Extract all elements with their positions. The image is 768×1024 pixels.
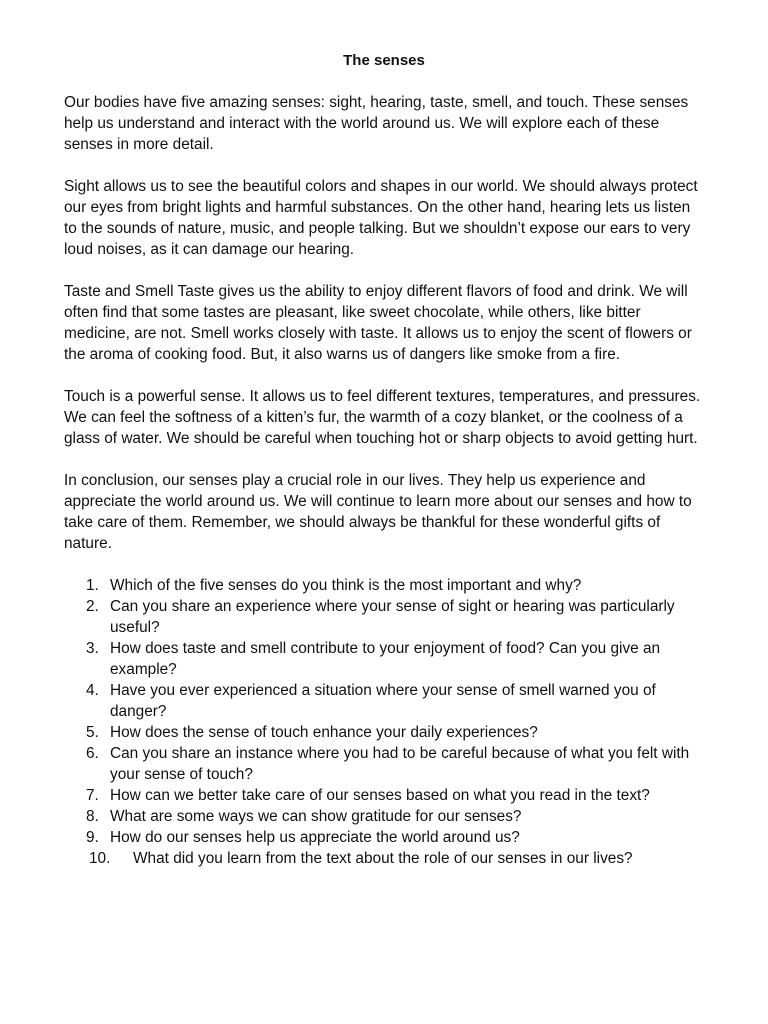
question-item — [64, 638, 704, 680]
sight-hearing-paragraph: Sight allows us to see the beautiful colors and shapes in our world. We should always protect our eyes from bright lights and harmful substances. On the other hand, hearing lets us listen to the sounds of nature, music, and people talking. But we shouldn’t expose our ears to very loud noises, as it can damage our hearing. — [64, 178, 698, 258]
question-item — [64, 680, 704, 722]
question-number: 3. — [86, 640, 99, 657]
touch-paragraph: Touch is a powerful sense. It allows us to feel different textures, temperatures, and pressures. We can feel the softness of a kitten’s fur, the warmth of a cozy blanket, or the coolness of a glass of water. We should be careful when touching hot or sharp objects to avoid getting hurt. — [64, 388, 701, 447]
question-text: How does the sense of touch enhance your daily experiences? — [110, 724, 538, 741]
question-item — [64, 596, 704, 638]
question-text: How can we better take care of our senses based on what you read in the text? — [110, 787, 650, 804]
question-number: 5. — [86, 724, 99, 741]
document-title: The senses — [343, 52, 425, 69]
question-number: 8. — [86, 808, 99, 825]
question-text: Can you share an instance where you had to be careful because of what you felt with your sense of touch? — [110, 745, 690, 783]
question-number: 2. — [86, 598, 99, 615]
question-item — [64, 785, 704, 806]
question-item — [64, 743, 704, 785]
question-text: Have you ever experienced a situation where your sense of smell warned you of danger? — [110, 682, 656, 720]
question-item — [64, 827, 704, 848]
question-text: What did you learn from the text about the role of our senses in our lives? — [133, 850, 633, 867]
question-number: 6. — [86, 745, 99, 762]
question-text: Which of the five senses do you think is the most important and why? — [110, 577, 582, 594]
question-text: What are some ways we can show gratitude for our senses? — [110, 808, 522, 825]
question-number: 1. — [86, 577, 99, 594]
question-text: How does taste and smell contribute to your enjoyment of food? Can you give an example? — [110, 640, 661, 678]
conclusion-paragraph: In conclusion, our senses play a crucial role in our lives. They help us experience and appreciate the world around us. We will continue to learn more about our senses and how to take care of them. Remember, we should always be thankful for these wonderful gifts of nature. — [64, 472, 692, 552]
question-number: 7. — [86, 787, 99, 804]
question-text: How do our senses help us appreciate the world around us? — [110, 829, 520, 846]
question-number: 10. — [89, 850, 111, 867]
question-list — [64, 575, 704, 869]
question-item — [64, 575, 704, 596]
question-item — [64, 722, 704, 743]
question-text: Can you share an experience where your sense of sight or hearing was particularly useful? — [110, 598, 675, 636]
taste-smell-paragraph: Taste and Smell Taste gives us the ability to enjoy different flavors of food and drink. We will often find that some tastes are pleasant, like sweet chocolate, while others, like bitter medicine, are not. Smell works closely with taste. It allows us to enjoy the scent of flowers or the aroma of cooking food. But, it also warns us of dangers like smoke from a fire. — [64, 283, 692, 363]
question-number: 4. — [86, 682, 99, 699]
question-item — [64, 806, 704, 827]
question-item — [64, 848, 704, 869]
intro-paragraph: Our bodies have five amazing senses: sight, hearing, taste, smell, and touch. These senses help us understand and interact with the world around us. We will explore each of these senses in more detail. — [64, 94, 689, 153]
question-number: 9. — [86, 829, 99, 846]
